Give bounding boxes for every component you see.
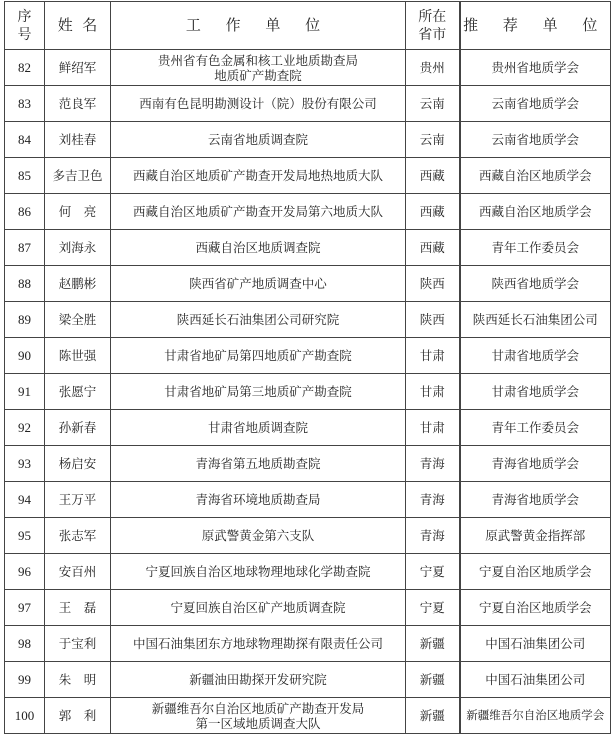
- recommender-cell: [460, 338, 611, 374]
- seq-cell-text: 84: [18, 132, 31, 147]
- recommender-cell-text: 陕西延长石油集团公司: [472, 312, 598, 327]
- recommender-cell: [460, 266, 611, 302]
- recommender-cell-text: 青年工作委员会: [491, 240, 579, 255]
- name-cell: [45, 194, 111, 230]
- province-cell-text: 云南: [419, 96, 445, 111]
- province-cell: [406, 482, 460, 518]
- unit-cell-text: 甘肃省地质调查院: [207, 420, 308, 435]
- unit-cell-text: 原武警黄金第六支队: [201, 528, 315, 543]
- province-cell: [406, 374, 460, 410]
- table-row: [5, 410, 611, 446]
- name-cell: [45, 230, 111, 266]
- table-row: [5, 446, 611, 482]
- recommender-cell: [460, 698, 611, 734]
- recommender-cell-text: 新疆维吾尔自治区地质学会: [466, 708, 605, 722]
- unit-cell: [111, 590, 406, 626]
- province-cell-text: 新疆: [419, 708, 445, 723]
- unit-cell-text: 西南有色昆明勘测设计（院）股份有限公司: [139, 96, 377, 111]
- name-cell: [45, 338, 111, 374]
- unit-cell-text: 陕西延长石油集团公司研究院: [176, 312, 340, 327]
- unit-cell: [111, 626, 406, 662]
- name-cell: [45, 302, 111, 338]
- unit-cell-text: 青海省环境地质勘查局: [195, 492, 321, 507]
- header-name: 姓 名: [45, 2, 111, 50]
- seq-cell: [5, 662, 45, 698]
- seq-cell-text: 96: [18, 564, 31, 579]
- name-cell-text: 孙新春: [58, 420, 97, 435]
- unit-cell-text: 新疆油田勘探开发研究院: [189, 672, 327, 687]
- unit-cell: [111, 374, 406, 410]
- province-cell-text: 青海: [419, 492, 445, 507]
- name-cell: [45, 590, 111, 626]
- table-row: [5, 626, 611, 662]
- province-cell-text: 贵州: [419, 60, 445, 75]
- recommender-cell-text: 甘肃省地质学会: [491, 384, 579, 399]
- recommender-cell-text: 陕西省地质学会: [491, 276, 579, 291]
- province-cell-text: 西藏: [419, 240, 445, 255]
- recommender-cell-text: 云南省地质学会: [491, 96, 579, 111]
- province-cell-text: 青海: [419, 528, 445, 543]
- unit-cell-text: 陕西省矿产地质调查中心: [189, 276, 327, 291]
- name-cell: [45, 554, 111, 590]
- table-row: [5, 122, 611, 158]
- recommender-cell: [460, 50, 611, 86]
- province-cell: [406, 86, 460, 122]
- table-row: [5, 554, 611, 590]
- unit-cell-text: 中国石油集团东方地球物理勘探有限责任公司: [132, 636, 383, 651]
- name-cell-text: 刘桂春: [58, 132, 97, 147]
- seq-cell: [5, 482, 45, 518]
- table-row: [5, 662, 611, 698]
- province-cell: [406, 122, 460, 158]
- table-row: [5, 194, 611, 230]
- unit-cell-text: 西藏自治区地质矿产勘查开发局地热地质大队: [132, 168, 383, 183]
- unit-cell: [111, 266, 406, 302]
- name-cell-text: 于宝利: [58, 636, 97, 651]
- name-cell-text: 张志军: [58, 528, 97, 543]
- table-row: [5, 50, 611, 86]
- recommender-cell-text: 青海省地质学会: [491, 492, 579, 507]
- name-cell: [45, 158, 111, 194]
- recommender-cell: [460, 590, 611, 626]
- seq-cell: [5, 554, 45, 590]
- name-cell-text: 何 亮: [58, 204, 97, 219]
- province-cell-text: 西藏: [419, 204, 445, 219]
- unit-cell: [111, 338, 406, 374]
- province-cell-text: 陕西: [419, 312, 445, 327]
- table-row: [5, 338, 611, 374]
- name-cell: [45, 698, 111, 734]
- unit-cell: [111, 518, 406, 554]
- unit-cell-text-line2: 地质矿产勘查院: [214, 67, 302, 83]
- seq-cell: [5, 194, 45, 230]
- seq-cell-text: 83: [18, 96, 31, 111]
- province-cell-text: 新疆: [419, 672, 445, 687]
- province-cell: [406, 302, 460, 338]
- province-cell-text: 青海: [419, 456, 445, 471]
- province-cell: [406, 338, 460, 374]
- name-cell-text: 郭 利: [58, 708, 97, 723]
- name-cell: [45, 374, 111, 410]
- name-cell-text: 杨启安: [58, 456, 97, 471]
- province-cell: [406, 662, 460, 698]
- header-province: 所在省市: [406, 2, 460, 50]
- recommender-cell: [460, 194, 611, 230]
- header-unit: 工 作 单 位: [111, 2, 406, 50]
- recommender-cell: [460, 374, 611, 410]
- recommender-cell-text: 贵州省地质学会: [491, 60, 579, 75]
- seq-cell-text: 100: [14, 708, 35, 723]
- unit-cell-text: 宁夏回族自治区矿产地质调查院: [170, 600, 346, 615]
- name-cell: [45, 482, 111, 518]
- province-cell-text: 甘肃: [419, 384, 445, 399]
- seq-cell-text: 82: [18, 60, 31, 75]
- province-cell: [406, 518, 460, 554]
- seq-cell: [5, 590, 45, 626]
- unit-cell-text: 宁夏回族自治区地球物理地球化学勘查院: [145, 564, 371, 579]
- unit-cell-text: 新疆维吾尔自治区地质矿产勘查开发局: [151, 700, 365, 716]
- name-cell-text: 多吉卫色: [52, 168, 103, 183]
- table-row: [5, 158, 611, 194]
- seq-cell: [5, 230, 45, 266]
- seq-cell-text: 98: [18, 636, 31, 651]
- province-cell-text: 宁夏: [419, 600, 445, 615]
- unit-cell: [111, 158, 406, 194]
- unit-cell-text: 贵州省有色金属和核工业地质勘查局: [157, 52, 358, 68]
- recommender-cell-text: 云南省地质学会: [491, 132, 579, 147]
- seq-cell-text: 91: [18, 384, 31, 399]
- province-cell: [406, 266, 460, 302]
- seq-cell-text: 92: [18, 420, 31, 435]
- name-cell: [45, 626, 111, 662]
- recommender-cell: [460, 158, 611, 194]
- province-cell: [406, 698, 460, 734]
- name-cell-text: 刘海永: [58, 240, 97, 255]
- unit-cell: [111, 662, 406, 698]
- header-row: [5, 2, 611, 50]
- seq-cell: [5, 122, 45, 158]
- table-row: [5, 302, 611, 338]
- province-cell: [406, 410, 460, 446]
- seq-cell: [5, 374, 45, 410]
- unit-cell-text: 云南省地质调查院: [207, 132, 308, 147]
- seq-cell: [5, 86, 45, 122]
- unit-cell: [111, 482, 406, 518]
- name-cell: [45, 410, 111, 446]
- unit-cell: [111, 698, 406, 734]
- province-cell: [406, 590, 460, 626]
- recommender-cell-text: 原武警黄金指挥部: [485, 528, 586, 543]
- seq-cell-text: 95: [18, 528, 31, 543]
- unit-cell: [111, 122, 406, 158]
- name-cell-text: 陈世强: [58, 348, 97, 363]
- name-cell-text: 朱 明: [58, 672, 97, 687]
- seq-cell: [5, 158, 45, 194]
- recommender-cell: [460, 86, 611, 122]
- table-row: [5, 518, 611, 554]
- name-cell: [45, 518, 111, 554]
- province-cell: [406, 194, 460, 230]
- unit-cell: [111, 194, 406, 230]
- province-cell: [406, 158, 460, 194]
- recommender-cell: [460, 302, 611, 338]
- recommender-cell-text: 甘肃省地质学会: [491, 348, 579, 363]
- table-row: [5, 266, 611, 302]
- province-cell-text: 宁夏: [419, 564, 445, 579]
- recommender-cell: [460, 626, 611, 662]
- name-cell: [45, 662, 111, 698]
- unit-cell-text: 甘肃省地矿局第四地质矿产勘查院: [164, 348, 352, 363]
- recommender-cell: [460, 446, 611, 482]
- table-row: [5, 590, 611, 626]
- seq-cell-text: 86: [18, 204, 31, 219]
- recommender-cell-text: 中国石油集团公司: [485, 672, 586, 687]
- recommender-cell-text: 青海省地质学会: [491, 456, 579, 471]
- seq-cell: [5, 410, 45, 446]
- unit-cell: [111, 86, 406, 122]
- seq-cell-text: 87: [18, 240, 31, 255]
- table-row: [5, 86, 611, 122]
- unit-cell: [111, 410, 406, 446]
- name-cell: [45, 86, 111, 122]
- name-cell: [45, 446, 111, 482]
- unit-cell: [111, 302, 406, 338]
- province-cell-text: 陕西: [419, 276, 445, 291]
- seq-cell: [5, 50, 45, 86]
- recommender-cell-text: 宁夏自治区地质学会: [478, 564, 592, 579]
- nominee-table: [4, 1, 611, 734]
- province-cell-text: 云南: [419, 132, 445, 147]
- seq-cell: [5, 266, 45, 302]
- recommender-cell: [460, 410, 611, 446]
- unit-cell-text: 甘肃省地矿局第三地质矿产勘查院: [164, 384, 352, 399]
- recommender-cell-text: 宁夏自治区地质学会: [478, 600, 592, 615]
- province-cell: [406, 230, 460, 266]
- seq-cell: [5, 338, 45, 374]
- unit-cell: [111, 446, 406, 482]
- province-cell-text: 甘肃: [419, 420, 445, 435]
- recommender-cell: [460, 482, 611, 518]
- recommender-cell: [460, 554, 611, 590]
- name-cell: [45, 122, 111, 158]
- name-cell-text: 梁全胜: [58, 312, 97, 327]
- seq-cell: [5, 302, 45, 338]
- header-seq: 序号: [5, 2, 45, 50]
- recommender-cell: [460, 230, 611, 266]
- seq-cell-text: 90: [18, 348, 31, 363]
- table-row: [5, 374, 611, 410]
- province-cell: [406, 626, 460, 662]
- unit-cell-text-line2: 第一区域地质调查大队: [195, 715, 321, 731]
- province-cell-text: 新疆: [419, 636, 445, 651]
- seq-cell-text: 89: [18, 312, 31, 327]
- unit-cell: [111, 230, 406, 266]
- unit-cell-text: 青海省第五地质勘查院: [195, 456, 321, 471]
- seq-cell-text: 93: [18, 456, 31, 471]
- unit-cell: [111, 50, 406, 86]
- name-cell: [45, 50, 111, 86]
- recommender-cell-text: 青年工作委员会: [491, 420, 579, 435]
- unit-cell: [111, 554, 406, 590]
- recommender-cell-text: 西藏自治区地质学会: [478, 204, 592, 219]
- recommender-cell-text: 西藏自治区地质学会: [478, 168, 592, 183]
- province-cell: [406, 50, 460, 86]
- name-cell: [45, 266, 111, 302]
- province-cell: [406, 554, 460, 590]
- recommender-cell: [460, 518, 611, 554]
- recommender-cell: [460, 662, 611, 698]
- seq-cell-text: 88: [18, 276, 31, 291]
- name-cell-text: 张愿宁: [58, 384, 97, 399]
- name-cell-text: 赵鹏彬: [58, 276, 97, 291]
- seq-cell: [5, 446, 45, 482]
- table-row: [5, 698, 611, 734]
- province-cell-text: 西藏: [419, 168, 445, 183]
- unit-cell-text: 西藏自治区地质矿产勘查开发局第六地质大队: [132, 204, 383, 219]
- unit-cell-text: 西藏自治区地质调查院: [195, 240, 321, 255]
- seq-cell: [5, 698, 45, 734]
- province-cell-text: 甘肃: [419, 348, 445, 363]
- name-cell-text: 范良军: [58, 96, 97, 111]
- name-cell-text: 王万平: [58, 492, 97, 507]
- name-cell-text: 鲜绍军: [58, 60, 97, 75]
- seq-cell-text: 97: [18, 600, 31, 615]
- recommender-cell: [460, 122, 611, 158]
- header-recommender: 推 荐 单 位: [460, 2, 611, 50]
- seq-cell: [5, 518, 45, 554]
- table-row: [5, 482, 611, 518]
- province-cell: [406, 446, 460, 482]
- seq-cell-text: 94: [18, 492, 31, 507]
- seq-cell-text: 85: [18, 168, 31, 183]
- seq-cell-text: 99: [18, 672, 31, 687]
- name-cell-text: 安百州: [58, 564, 97, 579]
- seq-cell: [5, 626, 45, 662]
- recommender-cell-text: 中国石油集团公司: [485, 636, 586, 651]
- table-row: [5, 230, 611, 266]
- name-cell-text: 王 磊: [58, 600, 97, 615]
